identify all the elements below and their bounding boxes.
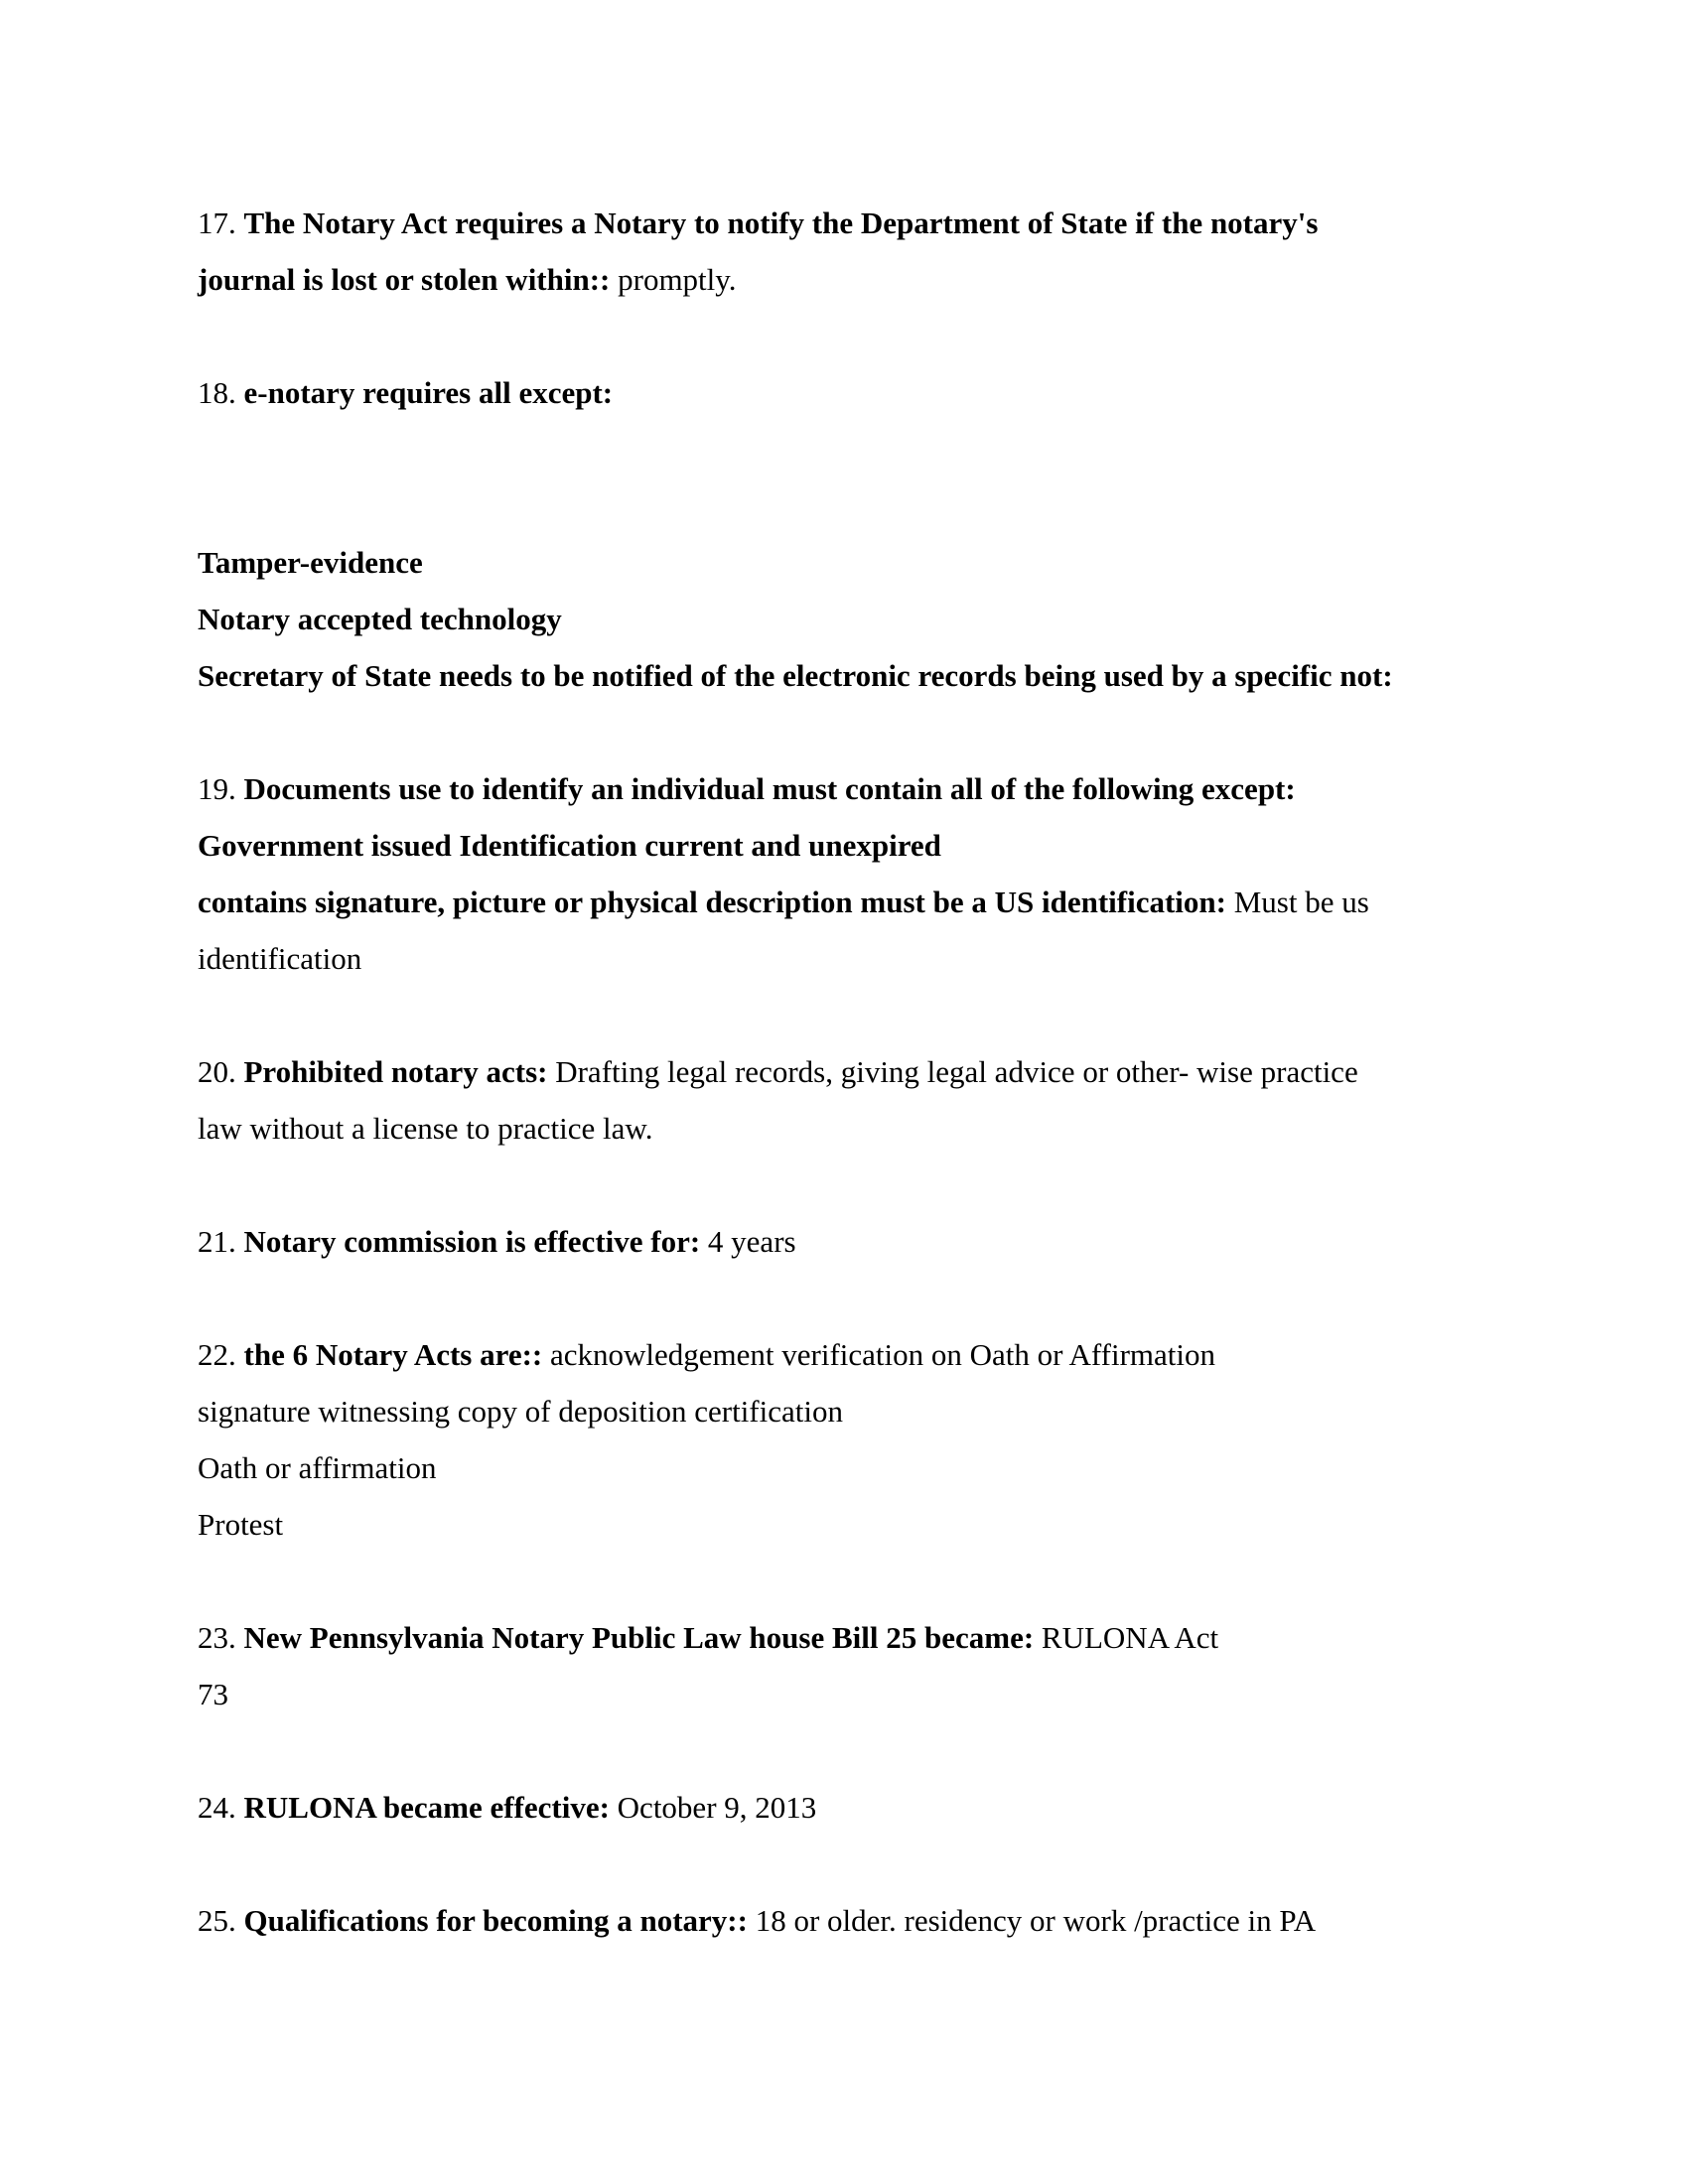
item-22-answer-line-4: Protest xyxy=(198,1507,284,1542)
item-21-number: 21. xyxy=(198,1224,244,1259)
item-21-line-1 xyxy=(198,1213,1508,1270)
item-18-option-2: Notary accepted technology xyxy=(198,602,562,636)
item-23-question: New Pennsylvania Notary Public Law house Bill 25 became: xyxy=(243,1620,1035,1655)
item-22-answer-line-3: Oath or affirmation xyxy=(198,1450,437,1485)
item-18-question: e-notary requires all except: xyxy=(243,375,614,410)
item-24-number: 24. xyxy=(198,1790,244,1825)
item-19-answer-continued: identification xyxy=(198,941,362,976)
item-24-answer: October 9, 2013 xyxy=(609,1790,817,1825)
item-17-number: 17. xyxy=(198,205,244,240)
item-19-line-3 xyxy=(198,874,1508,930)
item-24-line-1 xyxy=(198,1779,1508,1836)
item-18-option-3: Secretary of State needs to be notified of the electronic records being used by a specific not: xyxy=(198,658,1393,693)
item-20-line-1 xyxy=(198,1043,1508,1100)
spacer xyxy=(198,1270,1508,1326)
item-19-question-line-3: contains signature, picture or physical description must be a US identification: xyxy=(198,885,1226,919)
item-21-question: Notary commission is effective for: xyxy=(243,1224,701,1259)
item-20-number: 20. xyxy=(198,1054,244,1089)
item-23-answer-continued: 73 xyxy=(198,1677,228,1711)
spacer xyxy=(198,1157,1508,1213)
spacer xyxy=(198,1722,1508,1779)
item-18-number: 18. xyxy=(198,375,244,410)
item-18-line-1 xyxy=(198,364,1508,421)
spacer xyxy=(198,308,1508,364)
spacer xyxy=(198,1836,1508,1892)
item-25-question: Qualifications for becoming a notary:: xyxy=(243,1903,748,1938)
item-19-number: 19. xyxy=(198,771,244,806)
item-17-answer: promptly. xyxy=(610,262,737,297)
item-23-answer: RULONA Act xyxy=(1034,1620,1219,1655)
item-23-number: 23. xyxy=(198,1620,244,1655)
item-19-answer: Must be us xyxy=(1225,885,1369,919)
spacer xyxy=(198,421,1508,534)
item-20-answer: Drafting legal records, giving legal advice or other- wise practice xyxy=(547,1054,1358,1089)
item-21-answer: 4 years xyxy=(700,1224,796,1259)
item-17-question-continued: journal is lost or stolen within:: xyxy=(198,262,611,297)
item-25-line-1 xyxy=(198,1892,1508,1949)
item-22-answer-line-2: signature witnessing copy of deposition certification xyxy=(198,1394,843,1429)
item-19-question-line-2: Government issued Identification current and unexpired xyxy=(198,828,941,863)
item-24-question: RULONA became effective: xyxy=(243,1790,610,1825)
item-17-line-2 xyxy=(198,251,1508,308)
item-25-answer: 18 or older. residency or work /practice in PA xyxy=(747,1903,1317,1938)
item-22-line-1 xyxy=(198,1326,1508,1383)
item-22-number: 22. xyxy=(198,1337,244,1372)
spacer xyxy=(198,987,1508,1043)
item-17-question: The Notary Act requires a Notary to notify the Department of State if the notary's xyxy=(243,205,1319,240)
spacer xyxy=(198,704,1508,760)
item-18-option-1: Tamper-evidence xyxy=(198,545,423,580)
spacer xyxy=(198,1553,1508,1609)
item-19-line-1 xyxy=(198,760,1508,817)
item-25-number: 25. xyxy=(198,1903,244,1938)
item-19-question: Documents use to identify an individual must contain all of the following except: xyxy=(243,771,1296,806)
item-20-answer-continued: law without a license to practice law. xyxy=(198,1111,653,1146)
item-23-line-1 xyxy=(198,1609,1508,1666)
item-22-answer: acknowledgement verification on Oath or Affirmation xyxy=(542,1337,1216,1372)
item-17-line-1 xyxy=(198,195,1508,251)
item-20-question: Prohibited notary acts: xyxy=(243,1054,548,1089)
document-content xyxy=(198,195,1508,1949)
item-22-question: the 6 Notary Acts are:: xyxy=(243,1337,543,1372)
